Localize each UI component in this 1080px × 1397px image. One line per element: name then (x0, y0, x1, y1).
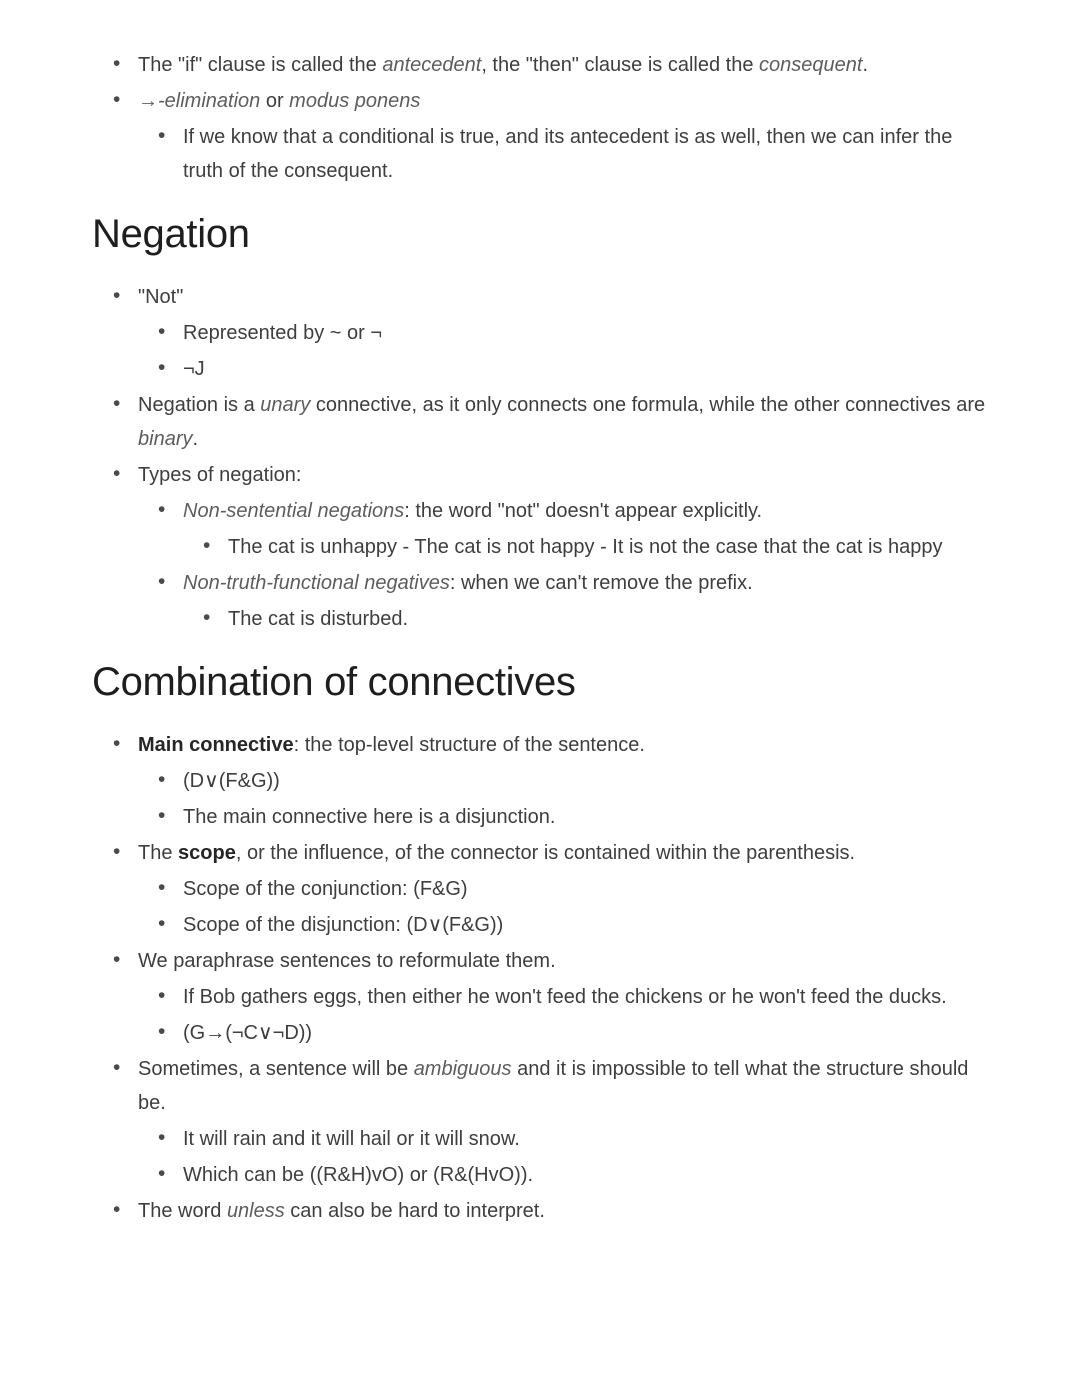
list-item (137, 1122, 990, 1156)
list-item (137, 494, 990, 528)
text-segment: Which can be ((R&H)vO) or (R&(HvO)). (183, 1164, 534, 1186)
text-segment: Non-sentential negations (183, 500, 405, 522)
text-segment: : when we can't remove the prefix. (449, 572, 753, 594)
text-segment: The "if" clause is called the (138, 54, 383, 76)
text-segment: The cat is unhappy - The cat is not happy - It is not the case that the cat is happy (228, 536, 943, 558)
bullet-icon: • (158, 498, 166, 521)
text-segment: and it is impossible to tell what the structure should be. (138, 1058, 969, 1114)
text-segment: Sometimes, a sentence will be (138, 1058, 414, 1080)
list-item-text (183, 770, 280, 792)
list-item-text (183, 914, 503, 936)
list-item (92, 836, 990, 870)
list-item-text (183, 572, 753, 594)
bullet-icon: • (158, 356, 166, 379)
text-segment: The (138, 842, 179, 864)
bullet-icon: • (113, 462, 121, 485)
text-segment: Types of negation: (138, 464, 302, 486)
text-segment: We paraphrase sentences to reformulate them. (138, 950, 556, 972)
list-item-text (138, 90, 420, 112)
list-item (182, 602, 990, 636)
text-segment: Scope of the conjunction: (F&G) (183, 878, 468, 900)
list-item (137, 980, 990, 1014)
list-item-text (228, 536, 942, 558)
text-segment: scope (178, 842, 236, 864)
bullet-icon: • (113, 52, 121, 75)
text-segment: can also be hard to interpret. (284, 1200, 545, 1222)
list-item-text (138, 734, 645, 756)
text-segment: →-elimination (138, 90, 261, 112)
bullet-icon: • (113, 948, 121, 971)
text-segment: : the top-level structure of the sentence. (293, 734, 645, 756)
bullet-icon: • (113, 1198, 121, 1221)
list-item (92, 388, 990, 456)
text-segment: If Bob gathers eggs, then either he won't feed the chickens or he won't feed the ducks. (183, 986, 947, 1008)
list-item (137, 120, 990, 188)
list-item-text (138, 394, 985, 450)
text-segment: connective, as it only connects one formula, while the other connectives are (310, 394, 986, 416)
list-item (137, 1158, 990, 1192)
text-segment: If we know that a conditional is true, and its antecedent is as well, then we can infer the truth of the consequent. (183, 126, 953, 182)
list-item-text (183, 806, 555, 828)
text-segment: "Not" (138, 286, 184, 308)
bullet-icon: • (113, 284, 121, 307)
bullet-icon: • (203, 606, 211, 629)
list-item (137, 872, 990, 906)
bullet-icon: • (158, 320, 166, 343)
list-item-text (183, 1022, 312, 1044)
text-segment: binary (138, 428, 193, 450)
bullet-icon: • (158, 912, 166, 935)
text-segment: Represented by ~ or ¬ (183, 322, 383, 344)
list-item (92, 1052, 990, 1120)
bullet-icon: • (158, 570, 166, 593)
bullet-icon: • (158, 1126, 166, 1149)
list-item (137, 316, 990, 350)
bullet-icon: • (158, 1020, 166, 1043)
text-segment: . (862, 54, 868, 76)
text-segment: ambiguous (413, 1058, 512, 1080)
list-item-text (183, 322, 382, 344)
list-item-text (183, 126, 952, 182)
bullet-icon: • (158, 1162, 166, 1185)
text-segment: antecedent (382, 54, 482, 76)
text-segment: The main connective here is a disjunction. (183, 806, 556, 828)
list-item-text (183, 358, 205, 380)
list-item (92, 48, 990, 82)
text-segment: It will rain and it will hail or it will snow. (183, 1128, 520, 1150)
list-item-text (183, 500, 762, 522)
document-content (92, 48, 992, 1228)
bullet-icon: • (158, 768, 166, 791)
list-item (137, 908, 990, 942)
text-segment: unary (260, 394, 311, 416)
bullet-icon: • (113, 392, 121, 415)
text-segment: . (192, 428, 199, 450)
text-segment: Main connective (138, 734, 294, 756)
bullet-icon: • (113, 88, 121, 111)
text-segment: Non-truth-functional negatives (183, 572, 450, 594)
bullet-icon: • (113, 732, 121, 755)
list-item (137, 566, 990, 600)
text-segment: ¬J (183, 358, 205, 380)
text-segment: modus ponens (289, 90, 421, 112)
text-segment: The word (138, 1200, 227, 1222)
text-segment: consequent (759, 54, 863, 76)
list-item (137, 764, 990, 798)
list-item-text (183, 1164, 533, 1186)
list-item-text (228, 608, 408, 630)
list-item-text (138, 842, 855, 864)
text-segment: (G→(¬C∨¬D)) (183, 1022, 313, 1044)
text-segment: , or the influence, of the connector is contained within the parenthesis. (235, 842, 856, 864)
list-item-text (138, 1058, 968, 1114)
text-segment: Scope of the disjunction: (D∨(F&G)) (183, 914, 504, 936)
list-item-text (183, 878, 468, 900)
section-heading: Negation (92, 212, 250, 256)
text-segment: unless (226, 1200, 285, 1222)
text-segment: The cat is disturbed. (228, 608, 409, 630)
list-item-text (138, 286, 183, 308)
bullet-icon: • (158, 984, 166, 1007)
list-item-text (138, 1200, 545, 1222)
list-item (92, 1194, 990, 1228)
bullet-icon: • (158, 124, 166, 147)
bullet-icon: • (113, 840, 121, 863)
bullet-icon: • (158, 804, 166, 827)
list-item (137, 1016, 990, 1050)
list-item (92, 944, 990, 978)
list-item-text (183, 1128, 520, 1150)
list-item-text (183, 986, 947, 1008)
list-item-text (138, 54, 868, 76)
list-item (137, 352, 990, 386)
bullet-icon: • (113, 1056, 121, 1079)
text-segment: (D∨(F&G)) (183, 770, 280, 792)
list-item (182, 530, 990, 564)
text-segment: , the "then" clause is called the (481, 54, 760, 76)
list-item (92, 728, 990, 762)
list-item (92, 280, 990, 314)
list-item-text (138, 464, 301, 486)
bullet-icon: • (203, 534, 211, 557)
bullet-icon: • (158, 876, 166, 899)
list-item (92, 458, 990, 492)
text-segment: : the word "not" doesn't appear explicitly. (404, 500, 763, 522)
list-item (137, 800, 990, 834)
list-item (92, 84, 990, 118)
list-item-text (138, 950, 556, 972)
text-segment: Negation is a (138, 394, 261, 416)
section-heading: Combination of connectives (92, 660, 576, 704)
text-segment: or (260, 90, 290, 112)
